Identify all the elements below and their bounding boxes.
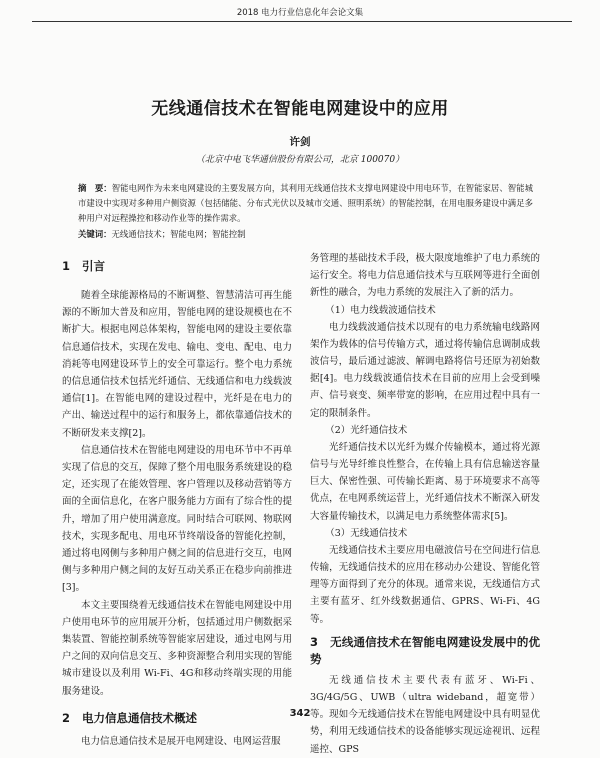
- subsection-heading: （3）无线通信技术: [325, 527, 408, 539]
- author: 许剑: [289, 136, 311, 148]
- page-number: 342: [289, 708, 311, 719]
- subsection-heading: （2）光纤通信技术: [325, 424, 408, 436]
- keywords-text: 无线通信技术；智能电网；智能控制: [111, 229, 246, 239]
- header-rule: [32, 21, 572, 22]
- section-1-paragraph: 随着全球能源格局的不断调整、智慧清洁可再生能源的不断加大普及和应用，智能电网的建设规模也在不断扩大。根据电网总体架构，智能电网的建设主要依靠信息通信技术，实现在发电、输电、变电、配电、电力消耗等电网建设环节上的安全可靠运行。整个电力系统的信息通信技术包括光纤通信、无线通信和电力线载波通信[1]。在智能电网的建设过程中，光纤是在电力的产出、输送过程中的运行和服务上，都依靠通信技术的不断研发来支撑[2]。: [62, 290, 292, 439]
- section-2-paragraph: 电力信息通信技术是展开电网建设、电网运营服: [81, 735, 281, 747]
- section-2-heading: 2 电力信息通信技术概述: [62, 710, 198, 725]
- subsection-paragraph: 无线通信技术主要应用电磁波信号在空间进行信息传输，无线通信技术的应用在移动办公建设、智能化管理等方面得到了充分的体现。通常来说，无线通信方式主要有蓝牙、红外线数据通信、GPRS、Wi-Fi、4G 等。: [310, 544, 540, 625]
- section-1-paragraph: 本文主要围绕着无线通信技术在智能电网建设中用户使用电环节的应用展开分析，包括通过用户侧数据采集装置、智能控制系统等智能家居建设，通过电网与用户之间的双向信息交互、多种资源整合利用实现的智能城市建设以及利用 Wi-Fi、4G和移动终端实现的用能服务建设。: [62, 599, 292, 697]
- section-1-paragraph: 信息通信技术在智能电网建设的用电环节中不再单实现了信息的交互，保障了整个用电服务系统建设的稳定，还实现了在能效管理、客户管理以及移动营销等方面的全面信息化，在客户服务能力方面有了综合性的提升，增加了用户使用满意度。同时结合可联网、物联网技术，实现多配电、用电环节终端设备的智能化控制，通过将电网侧与多种用户侧之间的信息进行交互，电网侧与多种用户侧之间的友好互动关系正在稳步向前推进[3]。: [62, 444, 292, 594]
- continued-paragraph: 务管理的基础技术手段，极大限度地维护了电力系统的运行安全。将电力信息通信技术与互联网等进行全面创新性的融合，为电力系统的发展注入了新的活力。: [310, 253, 540, 299]
- left-column: [62, 258, 292, 750]
- abstract-text: 智能电网作为未来电网建设的主要发展方向，其利用无线通信技术支撑电网建设中用电环节，在智能家居、智能城市建设中实现对多种用户侧资源（包括储能、分布式光伏以及城市交通、照明系统）的智能控制，在用电服务建设中满足多种用户对远程操控和移动作业等的操作需求。: [78, 183, 534, 224]
- section-3-paragraph: 无线通信技术主要代表有蓝牙、Wi-Fi、3G/4G/5G、UWB（ultra wideband，超宽带）等。现如今无线通信技术在智能电网建设中具有明显优势，利用无线通信技术的设备能够实现远途视讯、远程遥控、GPS: [310, 674, 540, 755]
- subsection-paragraph: 电力线载波通信技术以现有的电力系统输电线路网架作为载体的信号传输方式，通过将传输信息调制成载波信号，最后通过滤波、解调电路将信号还原为初始数据[4]。电力线载波通信技术在目前的应用上会受到噪声、信号衰变、频率带宽的影响，在应用过程中具有一定的限制条件。: [310, 321, 540, 419]
- section-1-heading: 1 引言: [62, 259, 106, 273]
- affiliation: （北京中电飞华通信股份有限公司，北京 100070）: [195, 155, 405, 165]
- right-column: [310, 250, 540, 758]
- subsection-heading: （1）电力线载波通信技术: [325, 304, 436, 316]
- abstract-label: 摘 要：: [78, 183, 112, 193]
- keywords: [78, 227, 533, 242]
- paper-title: 无线通信技术在智能电网建设中的应用: [151, 99, 449, 119]
- abstract: [78, 181, 533, 227]
- subsection-paragraph: 光纤通信技术以光纤为媒介传输模本，通过将光源信号与光导纤维良性整合，在传输上具有信息输送容量巨大、保密性强、可传输长距离、易于环境要求不高等优点，在电网系统运营上，光纤通信技术不断深入研发大容量传输技术，以满足电力系统整体需求[5]。: [310, 441, 540, 522]
- keywords-label: 关键词：: [78, 229, 112, 239]
- running-header: 2018 电力行业信息化年会论文集: [236, 8, 364, 18]
- section-3-heading: 3 无线通信技术在智能电网建设发展中的优势: [310, 634, 540, 666]
